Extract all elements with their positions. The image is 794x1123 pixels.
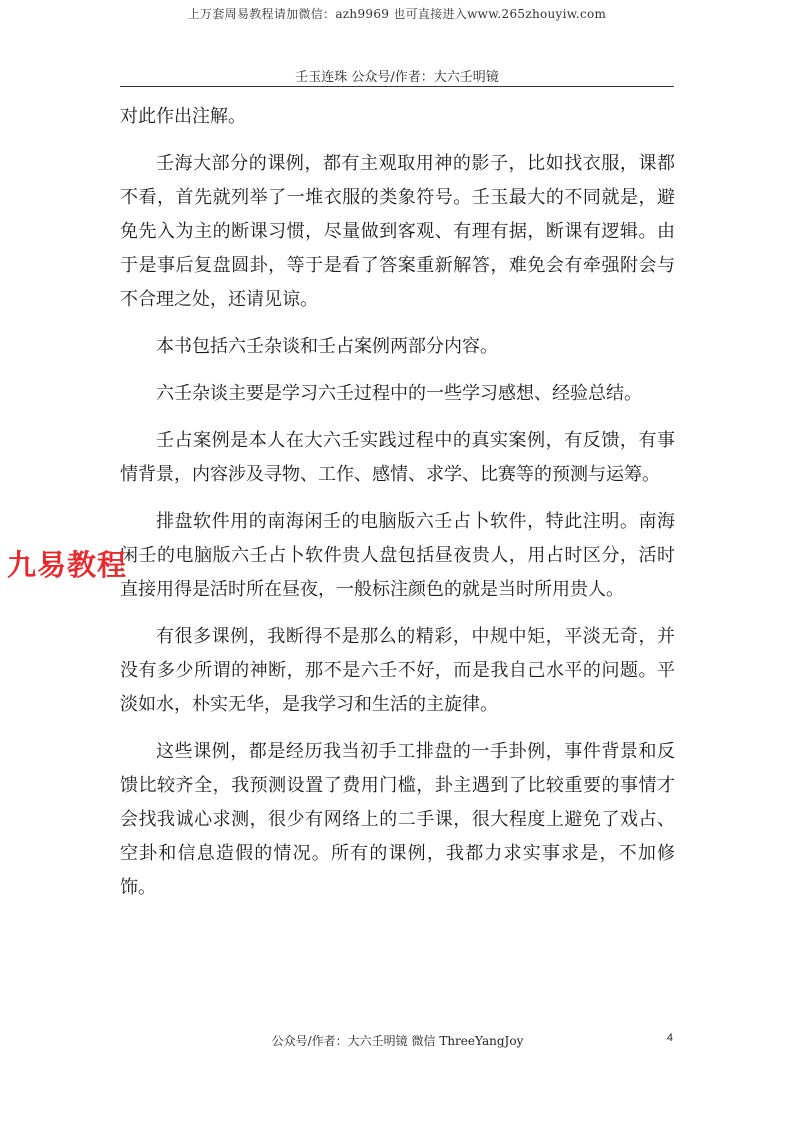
paragraph-5: 壬占案例是本人在大六壬实践过程中的真实案例，有反馈，有事情背景，内容涉及寻物、工作、感情、求学、比赛等的预测与运筹。 xyxy=(120,430,675,485)
paragraph-2: 壬海大部分的课例，都有主观取用神的影子，比如找衣服，课都不看，首先就列举了一堆衣服的类象符号。壬玉最大的不同就是，避免先入为主的断课习惯，尽量做到客观、有理有据，断课有逻辑。由于是事后复盘圆卦，等于是看了答案重新解答，难免会有牵强附会与不合理之处，还请见谅。 xyxy=(120,153,675,310)
paragraph-6: 排盘软件用的南海闲壬的电脑版六壬占卜软件，特此注明。南海闲壬的电脑版六壬占卜软件贵人盘包括昼夜贵人，用占时区分，活时直接用得是活时所在昼夜，一般标注颜色的就是当时所用贵人。 xyxy=(120,511,675,600)
paragraph-8: 这些课例，都是经历我当初手工排盘的一手卦例，事件背景和反馈比较齐全，我预测设置了费用门槛，卦主遇到了比较重要的事情才会找我诚心求测，很少有网络上的二手课，很大程度上避免了戏占、空卦和信息造假的情况。所有的课例，我都力求实事求是，不加修饰。 xyxy=(120,741,675,898)
footer-text: 公众号/作者：大六壬明镜 微信 ThreeYangJoy xyxy=(271,1034,524,1048)
paragraph-4: 六壬杂谈主要是学习六壬过程中的一些学习感想、经验总结。 xyxy=(156,383,642,404)
page-number: 4 xyxy=(666,1032,673,1044)
top-banner: 上万套周易教程请加微信：azh9969 也可直接进入www.265zhouyiw.com xyxy=(187,7,607,21)
paragraph-1: 对此作出注解。 xyxy=(120,106,246,127)
header-rule xyxy=(120,86,674,87)
running-head: 壬玉连珠 公众号/作者：大六壬明镜 xyxy=(295,70,499,85)
paragraph-3: 本书包括六壬杂谈和壬占案例两部分内容。 xyxy=(156,336,498,357)
body-text xyxy=(120,100,675,905)
paragraph-7: 有很多课例，我断得不是那么的精彩，中规中矩，平淡无奇，并没有多少所谓的神断，那不是六壬不好，而是我自己水平的问题。平淡如水，朴实无华，是我学习和生活的主旋律。 xyxy=(120,626,675,715)
watermark-logo: 九易教程 xyxy=(7,548,128,582)
page-footer xyxy=(120,1032,675,1050)
